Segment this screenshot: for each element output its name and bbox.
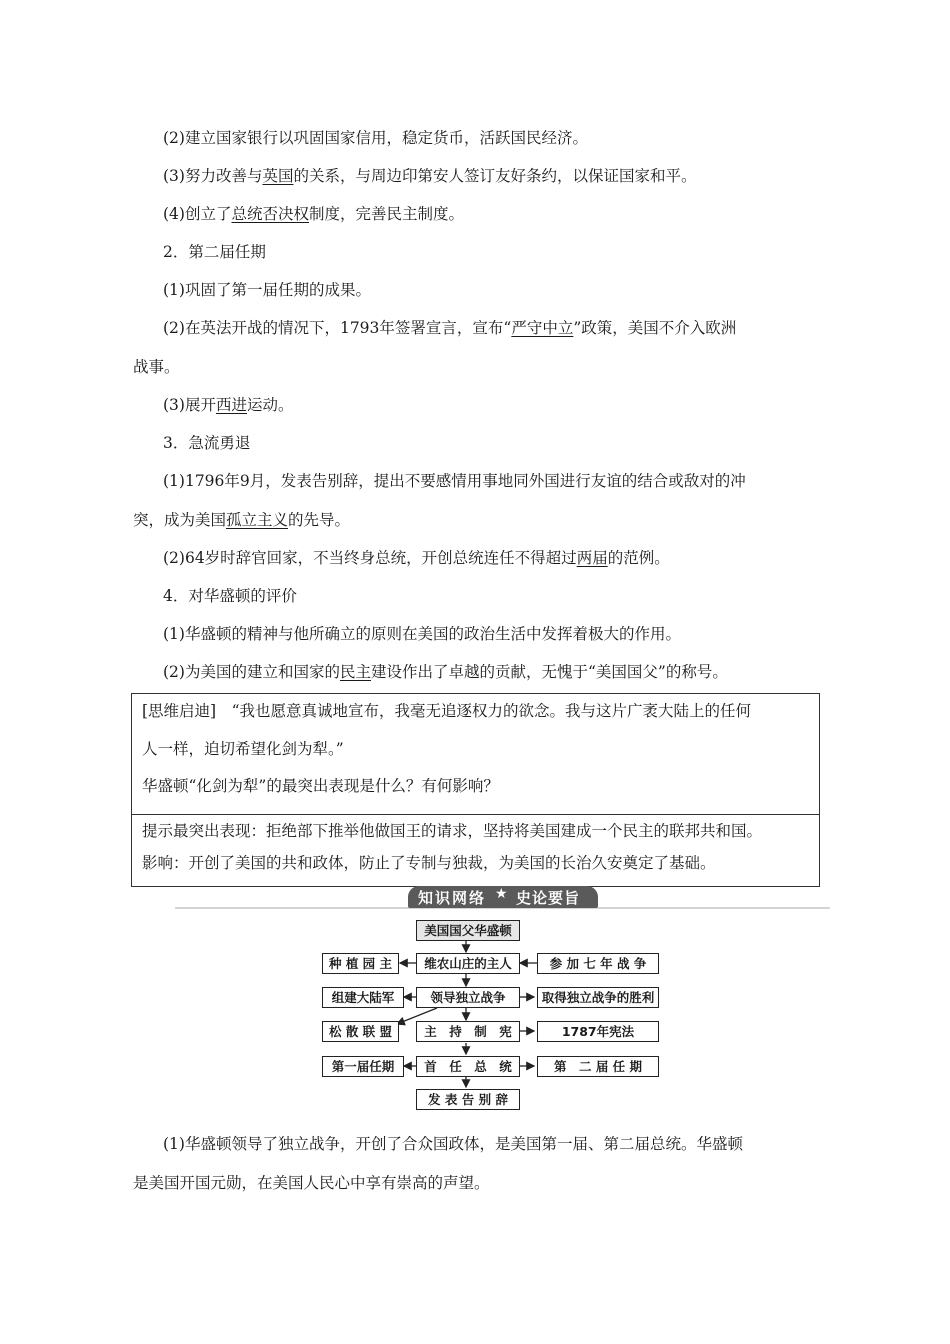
diagram-node: 参 加 七 年 战 争 bbox=[537, 953, 659, 974]
diagram-node: 第 二 届 任 期 bbox=[537, 1056, 659, 1077]
text-line: (1)1796年9月，发表告别辞，提出不要感情用事地同外国进行友谊的结合或敌对的冲 bbox=[163, 472, 746, 490]
underlined-term: 孤立主义 bbox=[226, 511, 289, 529]
diagram-node-bottom: 发 表 告 别 辞 bbox=[416, 1089, 520, 1110]
text: 的先导。 bbox=[288, 511, 351, 529]
text: (3)展开 bbox=[163, 396, 216, 414]
star-icon: ★ bbox=[495, 886, 508, 902]
text: 建设作出了卓越的贡献，无愧于“美国国父”的称号。 bbox=[370, 663, 728, 681]
text-line: (2)建立国家银行以巩固国家信用，稳定货币，活跃国民经济。 bbox=[163, 129, 588, 147]
diagram-node: 组建大陆军 bbox=[322, 987, 404, 1008]
underlined-term: 民主 bbox=[339, 663, 371, 681]
text: (2)为美国的建立和国家的 bbox=[163, 663, 340, 681]
diagram-node: 松 散 联 盟 bbox=[322, 1021, 399, 1042]
text: 的关系，与周边印第安人签订友好条约，以保证国家和平。 bbox=[293, 167, 697, 185]
section-heading: 2．第二届任期 bbox=[163, 243, 266, 261]
text: 突，成为美国 bbox=[133, 511, 227, 529]
text: (4)创立了 bbox=[163, 205, 232, 223]
section-heading: 3．急流勇退 bbox=[163, 434, 251, 452]
text-line: 是美国开国元勋，在美国人民心中享有崇高的声望。 bbox=[133, 1174, 490, 1192]
text: 运动。 bbox=[246, 396, 294, 414]
underlined-term: 英国 bbox=[262, 167, 294, 185]
answer-line: 影响：开创了美国的共和政体，防止了专制与独裁，为美国的长治久安奠定了基础。 bbox=[142, 854, 716, 872]
text: (3)努力改善与 bbox=[163, 167, 263, 185]
underlined-term: 严守中立 bbox=[511, 319, 574, 337]
underlined-term: 西进 bbox=[215, 396, 247, 414]
banner-left-title: 知识网络 bbox=[418, 889, 487, 907]
text-line: (1)巩固了第一届任期的成果。 bbox=[163, 281, 371, 299]
text: ”政策，美国不介入欧洲 bbox=[573, 319, 737, 337]
diagram-node: 首 任 总 统 bbox=[416, 1056, 520, 1077]
question: 华盛顿“化剑为犁”的最突出表现是什么？有何影响？ bbox=[142, 777, 499, 795]
text: (2)64岁时辞官回家，不当终身总统，开创总统连任不得超过 bbox=[163, 549, 577, 567]
diagram-node: 1787年宪法 bbox=[537, 1021, 659, 1042]
underlined-term: 两届 bbox=[576, 549, 608, 567]
text: (2)在英法开战的情况下，1793年签署宣言，宣布“ bbox=[163, 319, 512, 337]
quote-line: 人一样，迫切希望化剑为犁。” bbox=[142, 740, 344, 758]
diagram-node: 领导独立战争 bbox=[416, 987, 520, 1008]
diagram-node: 种 植 园 主 bbox=[322, 953, 399, 974]
diagram-node: 维农山庄的主人 bbox=[416, 953, 520, 974]
text: 制度，完善民主制度。 bbox=[308, 205, 464, 223]
answer-line: 提示最突出表现：拒绝部下推举他做国王的请求，坚持将美国建成一个民主的联邦共和国。 bbox=[142, 822, 763, 840]
diagram-node: 第一届任期 bbox=[322, 1056, 404, 1077]
section-heading: 4．对华盛顿的评价 bbox=[163, 587, 297, 605]
text-line: 战事。 bbox=[133, 358, 180, 376]
underlined-term: 总统否决权 bbox=[231, 205, 309, 223]
diagram-node: 主 持 制 宪 bbox=[416, 1021, 520, 1042]
quote-line: [思维启迪] “我也愿意真诚地宣布，我毫无追逐权力的欲念。我与这片广袤大陆上的任何 bbox=[142, 702, 752, 720]
text-line: (1)华盛顿领导了独立战争，开创了合众国政体，是美国第一届、第二届总统。华盛顿 bbox=[163, 1135, 743, 1153]
text: 的范例。 bbox=[607, 549, 670, 567]
diagram-node: 取得独立战争的胜利 bbox=[537, 987, 659, 1008]
text-line: (1)华盛顿的精神与他所确立的原则在美国的政治生活中发挥着极大的作用。 bbox=[163, 625, 681, 643]
banner-right-title: 史论要旨 bbox=[516, 889, 581, 907]
diagram-node-top: 美国国父华盛顿 bbox=[416, 920, 520, 941]
